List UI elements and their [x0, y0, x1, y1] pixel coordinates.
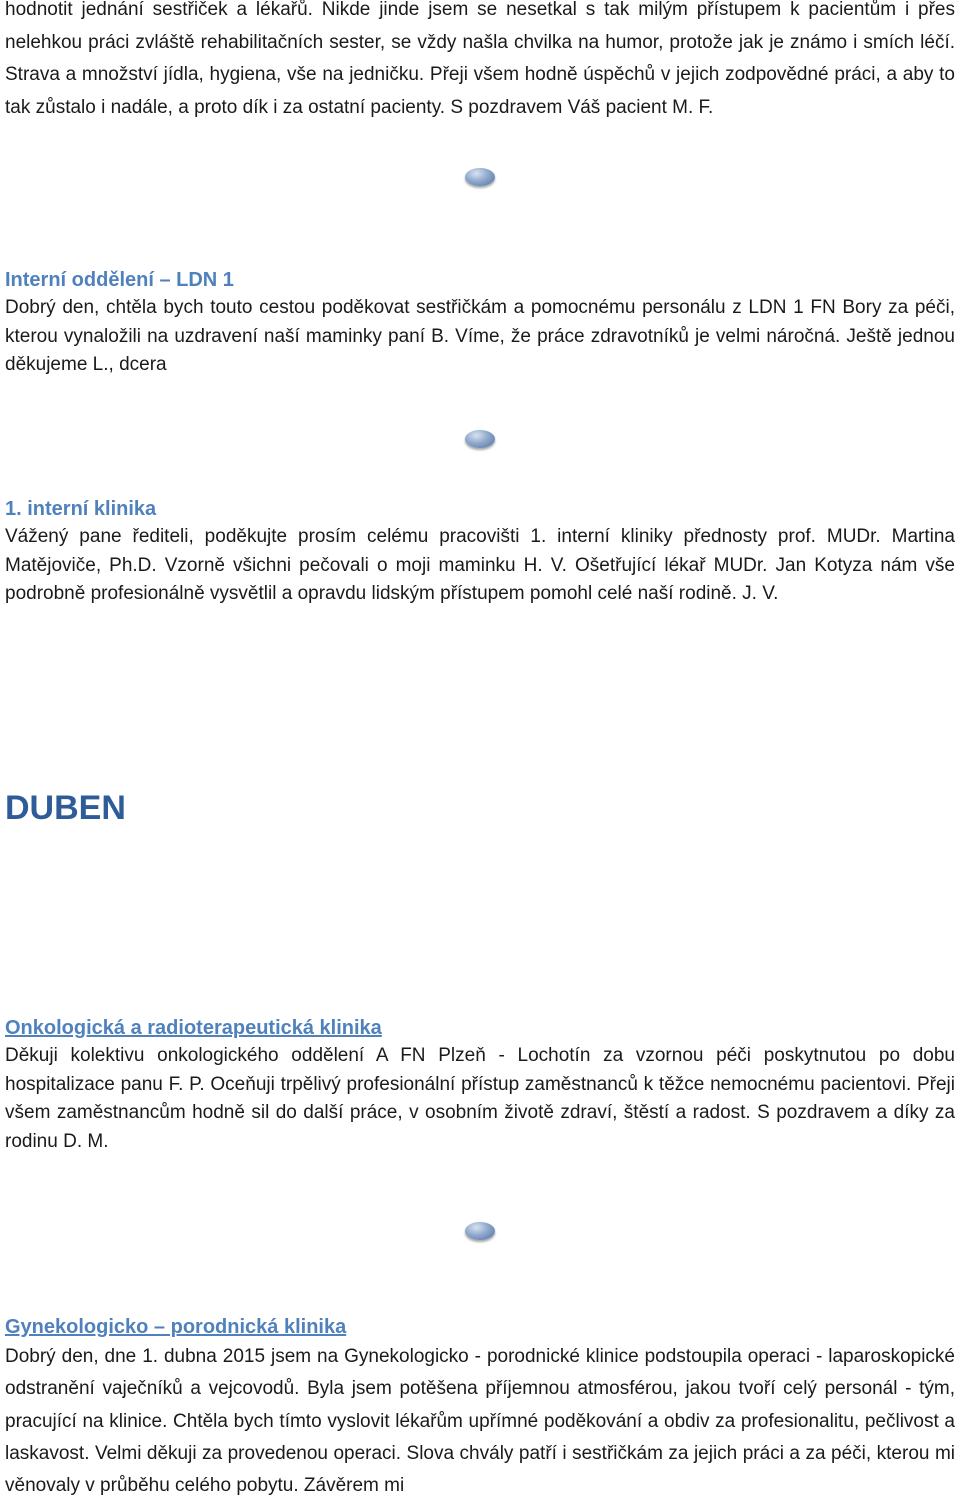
section-1-interni [5, 495, 955, 609]
intro-block [5, 0, 955, 124]
section-title: Onkologická a radioterapeutická klinika [5, 1017, 382, 1039]
separator-2 [5, 430, 955, 448]
section-title: Interní oddělení – LDN 1 [5, 269, 234, 291]
section-title: Gynekologicko – porodnická klinika [5, 1316, 347, 1338]
month-heading-block [5, 788, 955, 828]
section-text: Dobrý den, dne 1. dubna 2015 jsem na Gynekologicko - porodnické klinice podstoupila operaci - laparoskopické odstranění vaječníků a vejcovodů. Byla jsem potěšena příjemnou atmosférou, jakou tvoří celý personál - tým, pracující na klinice. Chtěla bych tímto vyslovit lékařům upřímné poděkování a obdiv za profesionalitu, pečlivost a laskavost. Velmi děkuji za provedenou operaci. Slova chvály patří i sestřičkám za jejich práci a za péči, kterou mi věnovaly v průběhu celého pobytu. Závěrem mi [5, 1346, 955, 1497]
section-title: 1. interní klinika [5, 498, 157, 520]
intro-paragraph: hodnotit jednání sestřiček a lékařů. Nikde jinde jsem se nesetkal s tak milým přístupem k pacientům i přes nelehkou práci zvláště rehabilitačních sester, se vždy našla chvilka na humor, protože jak je známo i smích léčí. Strava a množství jídla, hygiena, vše na jedničku. Přeji všem hodně úspěchů v jejich zodpovědné práci, a aby to tak zůstalo i nadále, a proto dík i za ostatní pacienty. S pozdravem Váš pacient M. F. [5, 0, 955, 118]
bullet-icon [465, 1222, 495, 1240]
section-text: Dobrý den, chtěla bych touto cestou poděkovat sestřičkám a pomocnému personálu z LDN 1 FN Bory za péči, kterou vynaložili na uzdravení naší maminky paní B. Víme, že práce zdravotníků je velmi náročná. Ještě jednou děkujeme L., dcera [5, 297, 955, 376]
section-text: Děkuji kolektivu onkologického oddělení A FN Plzeň - Lochotín za vzornou péči poskytnutou po dobu hospitalizace panu F. P. Oceňuji trpělivý profesionální přístup zaměstnanců k těžce nemocnému pacientovi. Přeji všem zaměstnancům hodně sil do další práce, v osobním životě zdraví, štěstí a radost. S pozdravem a díky za rodinu D. M. [5, 1045, 955, 1152]
bullet-icon [465, 430, 495, 448]
section-interni-ldn1 [5, 266, 955, 380]
section-gynekologie [5, 1313, 955, 1502]
section-text: Vážený pane řediteli, poděkujte prosím celému pracovišti 1. interní kliniky přednosty prof. MUDr. Martina Matějoviče, Ph.D. Vzorně všichni pečovali o moji maminku H. V. Ošetřující lékař MUDr. Jan Kotyza nám vše podrobně profesionálně vysvětlil a opravdu lidským přístupem pomohl celé naší rodině. J. V. [5, 526, 955, 605]
section-onkologie [5, 1014, 955, 1156]
bullet-icon [465, 168, 495, 186]
separator-3 [5, 1222, 955, 1240]
month-heading: DUBEN [5, 789, 126, 827]
separator-1 [5, 168, 955, 186]
